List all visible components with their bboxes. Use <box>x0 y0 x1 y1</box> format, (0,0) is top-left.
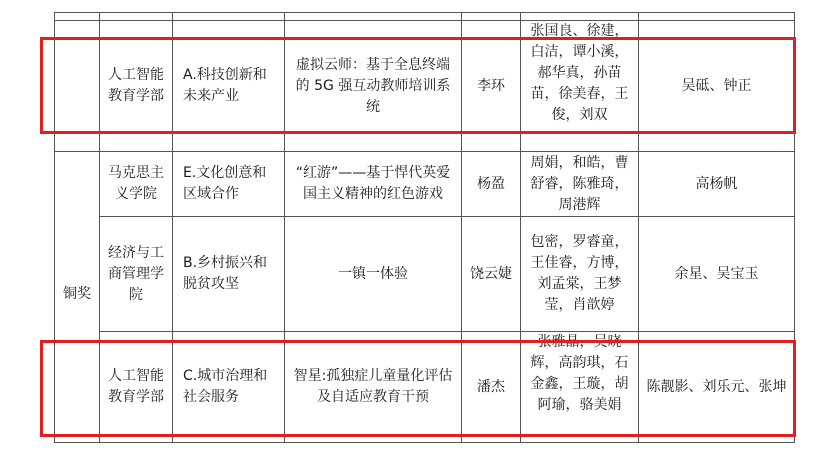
members-text: 张雅晶，吴晓辉，高韵琪，石金鑫，王璇，胡阿瑜，骆美娟 <box>530 334 629 413</box>
award-cell-empty <box>55 21 100 152</box>
project-cell: 智星:孤独症儿童量化评估及自适应教育干预 <box>285 332 462 443</box>
advisors-cell: 吴砥、钟正 <box>639 21 795 152</box>
advisors-cell: 余星、吴宝玉 <box>639 217 795 332</box>
table-cell <box>285 13 462 21</box>
college-cell: 人工智能教育学部 <box>100 332 173 443</box>
project-cell: 虚拟云师：基于全息终端的 5G 强互动教师培训系统 <box>285 21 462 152</box>
table-row <box>55 332 795 443</box>
award-level-cell: 铜奖 <box>55 152 100 443</box>
table-cell <box>521 13 639 21</box>
leader-cell: 杨盈 <box>462 152 521 217</box>
leader-cell: 饶云婕 <box>462 217 521 332</box>
table-cell <box>55 13 100 21</box>
track-cell: E.文化创意和区域合作 <box>173 152 285 217</box>
college-cell: 马克思主义学院 <box>100 152 173 217</box>
track-cell: B.乡村振兴和脱贫攻坚 <box>173 217 285 332</box>
awards-table <box>54 12 795 443</box>
leader-cell: 李环 <box>462 21 521 152</box>
college-cell: 人工智能教育学部 <box>100 21 173 152</box>
table-cell <box>173 13 285 21</box>
table-row <box>55 217 795 332</box>
table-cell <box>462 13 521 21</box>
project-cell: 一镇一体验 <box>285 217 462 332</box>
table-row <box>55 21 795 152</box>
project-cell: “红游”——基于悍代英爱国主义精神的红色游戏 <box>285 152 462 217</box>
table-cell <box>639 13 795 21</box>
members-cell: 包密，罗睿童，王佳睿，方博，刘孟棠，王梦莹，肖歆婷 <box>521 217 639 332</box>
table-row <box>55 13 795 21</box>
leader-cell: 潘杰 <box>462 332 521 443</box>
advisors-cell: 陈靓影、刘乐元、张坤 <box>639 332 795 443</box>
college-cell: 经济与工商管理学院 <box>100 217 173 332</box>
track-cell: C.城市治理和社会服务 <box>173 332 285 443</box>
members-text: 张国良、徐建，白洁，谭小溪，郝华真，孙苗苗，徐美春，王俊，刘双 <box>530 23 629 123</box>
members-cell: 周娟，和皓，曹舒睿，陈雅琦，周港辉 <box>521 152 639 217</box>
members-cell <box>521 332 639 443</box>
table-cell <box>100 13 173 21</box>
advisors-cell: 高杨帆 <box>639 152 795 217</box>
table-row <box>55 152 795 217</box>
members-cell <box>521 21 639 152</box>
track-cell: A.科技创新和未来产业 <box>173 21 285 152</box>
